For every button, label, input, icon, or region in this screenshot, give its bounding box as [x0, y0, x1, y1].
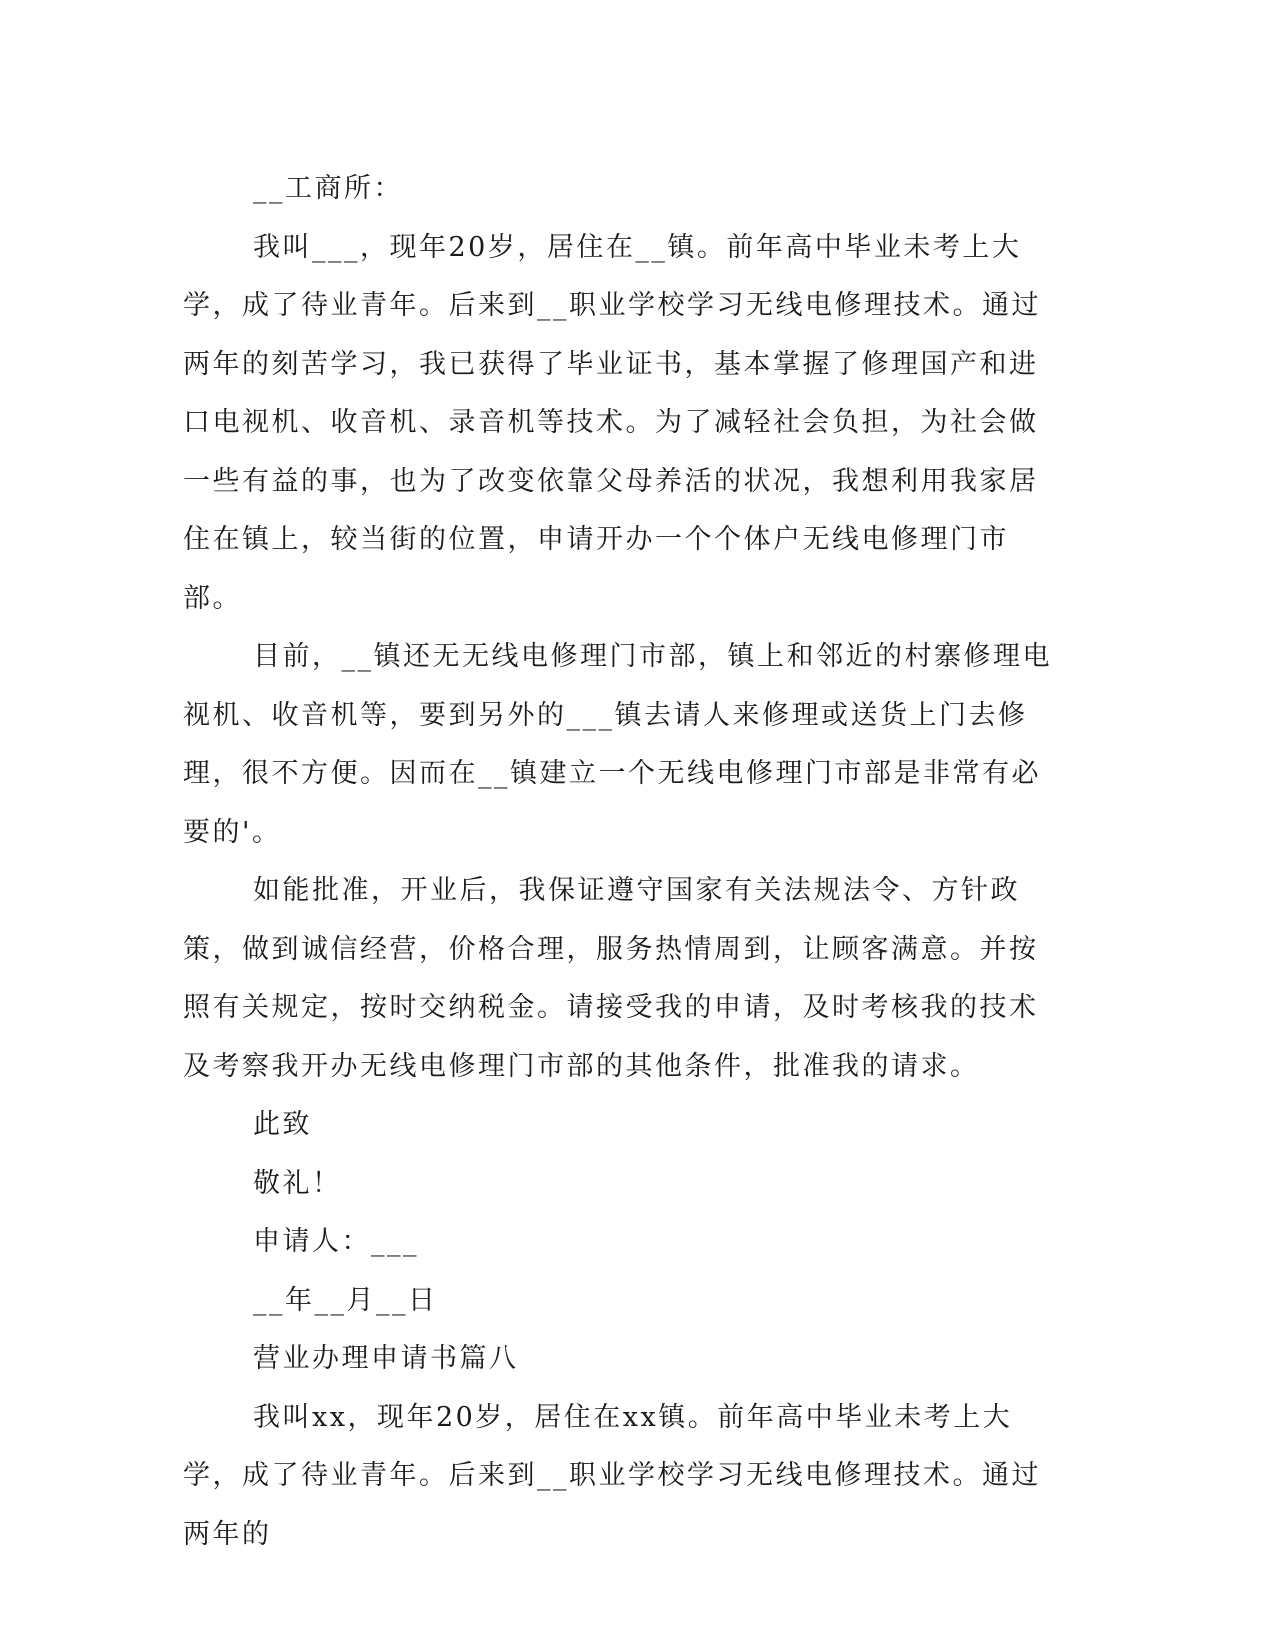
addressee-line: __工商所： [253, 173, 403, 204]
paragraph-intro: 我叫___，现年20岁，居住在__镇。前年高中毕业未考上大学，成了待业青年。后来到__职业学校学习无线电修理技术。通过两年的刻苦学习，我已获得了毕业证书，基本掌握了修理国产和进口电视机、收音机、录音机等技术。为了减轻社会负担，为社会做一些有益的事，也为了改变依靠父母养活的状况，我想利用我家居住在镇上，较当街的位置，申请开办一个个体户无线电修理门市部。 [183, 231, 1041, 614]
paragraph-commitment: 如能批准，开业后，我保证遵守国家有关法规法令、方针政策，做到诚信经营，价格合理，服务热情周到，让顾客满意。并按照有关规定，按时交纳税金。请接受我的申请，及时考核我的技术及考察我开办无线电修理门市部的其他条件，批准我的请求。 [183, 875, 1039, 1082]
date-line: __年__月__日 [253, 1284, 438, 1316]
applicant-line: 申请人：___ [253, 1226, 419, 1257]
document-body [183, 160, 1053, 1564]
closing-salutation: 此致 [253, 1109, 312, 1140]
paragraph-current-situation: 目前，__镇还无无线电修理门市部，镇上和邻近的村寨修理电视机、收音机等，要到另外的___镇去请人来修理或送货上门去修理，很不方便。因而在__镇建立一个无线电修理门市部是非常有必要的'。 [183, 641, 1052, 848]
paragraph-second-intro: 我叫xx，现年20岁，居住在xx镇。前年高中毕业未考上大学，成了待业青年。后来到__职业学校学习无线电修理技术。通过两年的 [183, 1401, 1041, 1550]
closing-regards: 敬礼！ [253, 1167, 342, 1199]
section-title: 营业办理申请书篇八 [253, 1343, 519, 1374]
